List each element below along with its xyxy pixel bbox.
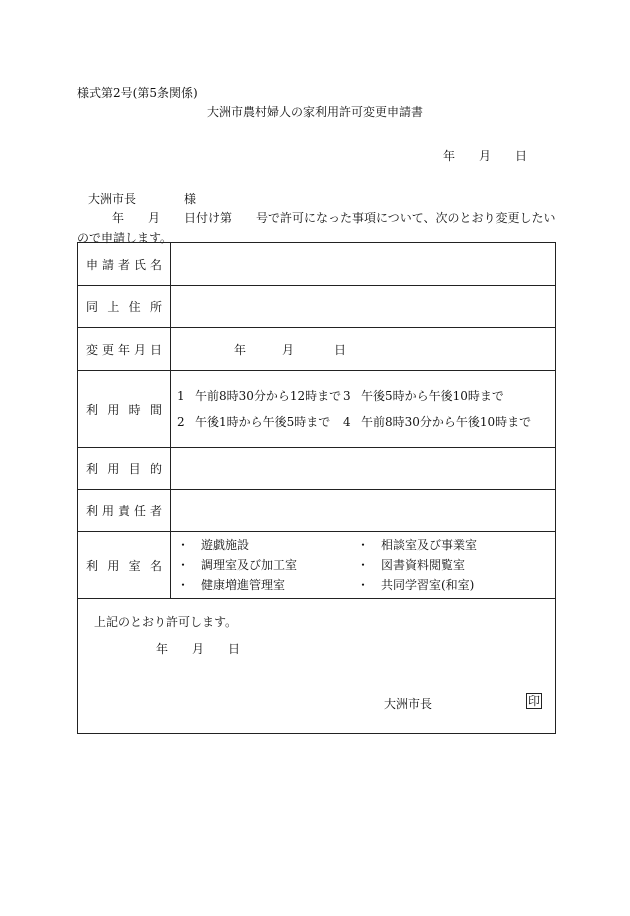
- applicant-name-field[interactable]: [171, 243, 556, 286]
- label-rooms: 利 用 室 名: [78, 532, 171, 599]
- hours-option-1-number: 1: [177, 389, 185, 403]
- table-row-responsible: [78, 490, 556, 532]
- label-change-date: 変 更 年 月 日: [78, 328, 171, 371]
- bullet-icon: ・: [357, 558, 370, 572]
- application-table: [77, 242, 556, 734]
- body-text-line1: 年 月 日付け第 号で許可になった事項について、次のとおり変更したい: [112, 211, 556, 225]
- room-option-1[interactable]: ・ 遊戯施設: [177, 535, 357, 555]
- bullet-icon: ・: [177, 578, 190, 592]
- hours-option-3-number: 3: [343, 389, 351, 403]
- hours-option-4[interactable]: 午前8時30分から午後10時まで: [361, 415, 532, 429]
- rooms-options: [171, 532, 556, 599]
- approver-name: 大洲市長: [384, 697, 433, 711]
- date-year-label: 年: [443, 149, 456, 163]
- address-field[interactable]: [171, 286, 556, 328]
- approval-text: 上記のとおり許可します。: [94, 615, 238, 629]
- table-row-purpose: [78, 448, 556, 490]
- seal-icon: 印: [528, 694, 541, 708]
- change-date-year: 年: [234, 342, 247, 357]
- room-option-2[interactable]: ・ 相談室及び事業室: [357, 535, 537, 555]
- table-row-approval: [78, 599, 556, 734]
- purpose-field[interactable]: [171, 448, 556, 490]
- change-date-day: 日: [334, 342, 347, 357]
- responsible-person-field[interactable]: [171, 490, 556, 532]
- approval-section: [78, 599, 556, 734]
- bullet-icon: ・: [357, 538, 370, 552]
- hours-option-1[interactable]: 午前8時30分から12時まで: [195, 389, 342, 403]
- addressee-honorific: 様: [184, 192, 197, 206]
- label-hours: 利 用 時 間: [78, 371, 171, 448]
- form-number: 様式第2号(第5条関係): [77, 86, 198, 100]
- table-row-address: [78, 286, 556, 328]
- label-applicant-name: 申 請 者 氏 名: [78, 243, 171, 286]
- change-date-field[interactable]: [171, 328, 556, 371]
- room-option-3[interactable]: ・ 調理室及び加工室: [177, 555, 357, 575]
- bullet-icon: ・: [357, 578, 370, 592]
- label-address: 同 上 住 所: [78, 286, 171, 328]
- room-option-4[interactable]: ・ 図書資料閲覧室: [357, 555, 537, 575]
- approval-day: 日: [228, 642, 241, 656]
- addressee-name: 大洲市長: [88, 192, 137, 206]
- table-row-hours: [78, 371, 556, 448]
- bullet-icon: ・: [177, 538, 190, 552]
- hours-option-2[interactable]: 午後1時から午後5時まで: [195, 415, 331, 429]
- approval-month: 月: [192, 642, 205, 656]
- hours-option-3[interactable]: 午後5時から午後10時まで: [361, 389, 504, 403]
- hours-option-2-number: 2: [177, 415, 185, 429]
- label-responsible-person: 利 用 責 任 者: [78, 490, 171, 532]
- date-day-label: 日: [515, 149, 528, 163]
- hours-options: [171, 371, 556, 448]
- document-title: 大洲市農村婦人の家利用許可変更申請書: [206, 105, 423, 119]
- bullet-icon: ・: [177, 558, 190, 572]
- table-row-rooms: [78, 532, 556, 599]
- label-purpose: 利 用 目 的: [78, 448, 171, 490]
- date-month-label: 月: [479, 149, 492, 163]
- change-date-month: 月: [282, 342, 295, 357]
- table-row-change-date: [78, 328, 556, 371]
- room-option-5[interactable]: ・ 健康増進管理室: [177, 575, 357, 595]
- room-option-6[interactable]: ・ 共同学習室(和室): [357, 575, 537, 595]
- approval-date: [156, 640, 240, 657]
- table-row-applicant: [78, 243, 556, 286]
- approval-year: 年: [156, 642, 169, 656]
- hours-option-4-number: 4: [343, 415, 351, 429]
- body-text-line2: ので申請します。: [77, 231, 173, 245]
- application-date: [443, 147, 527, 164]
